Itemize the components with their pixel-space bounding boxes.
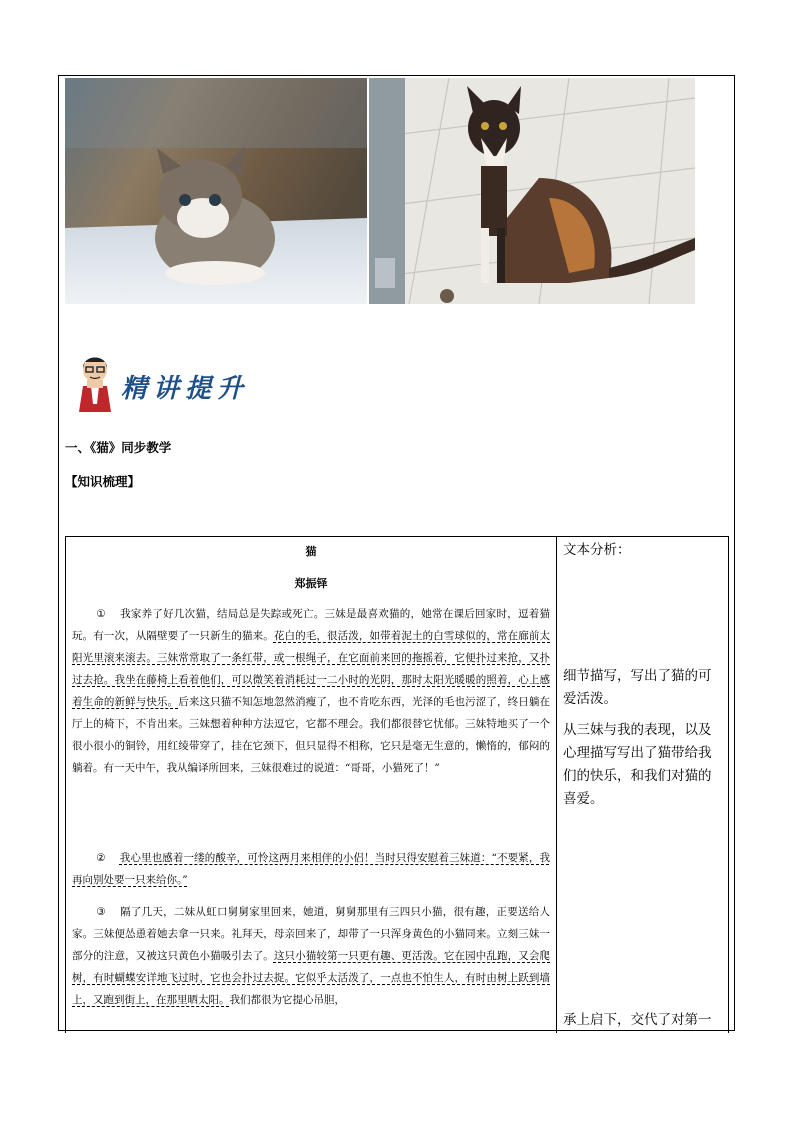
underlined-text: 这只小猫较第一只更有趣、更活泼。它在园中乱跑，又会爬树，有时蝴蝶安详地飞过时，它也会扑过去捉。它似乎太活泼了，一点也不怕生人，有时由树上跃到墙上，又跑到街上，在那里晒太阳。 bbox=[72, 950, 550, 1006]
paragraph-text: 我家养了好几次猫，结局总是失踪或死亡。三妹是最喜欢猫的，她常在课后回家时，逗着猫玩。有一次，从隔壁要了一只新生的猫来。 bbox=[72, 608, 550, 642]
article-paragraph-3 bbox=[72, 901, 550, 1011]
analysis-note-3: 承上启下，交代了对第一 bbox=[563, 1012, 712, 1028]
underlined-text: 花白的毛，很活泼，如带着泥土的白雪球似的，常在廊前太阳光里滚来滚去。三妹常常取了一条红带，或一根绳子，在它面前来回的拖摇着，它便扑过来抢，又扑过去抢。我坐在藤椅上看着他们，可以微笑着消耗过一二小时的光阴，那时太阳光暖暖的照着，心上感着生命的新鲜与快乐。 bbox=[72, 630, 550, 708]
article-paragraph-2 bbox=[72, 847, 550, 891]
analysis-table bbox=[65, 536, 729, 1033]
teacher-avatar-icon bbox=[77, 352, 113, 414]
page-frame bbox=[58, 75, 735, 1031]
analysis-note-2: 从三妹与我的表现，以及心理描写写出了猫带给我们的快乐，和我们对猫的喜爱。 bbox=[563, 722, 712, 807]
analysis-header: 文本分析： bbox=[563, 542, 631, 558]
article-author: 郑振铎 bbox=[294, 577, 328, 590]
article-title: 猫 bbox=[305, 545, 317, 558]
banner-title: 精讲提升 bbox=[121, 374, 250, 404]
paragraph-number: ② bbox=[96, 852, 106, 864]
paragraph-text: 后来这只猫不知怎地忽然消瘦了，也不肯吃东西，光泽的毛也污涩了，终日躺在厅上的椅下，不肯出来。三妹想着种种方法逗它，它都不理会。我们都很替它忧郁。三妹特地买了一个很小很小的铜铃，用红绫带穿了，挂在它颈下，但只显得不相称，它只是毫无生意的，懒惰的，郁闷的躺着。有一天中午，我从编译所回来，三妹很难过的说道：“哥哥，小猫死了！” bbox=[72, 696, 550, 774]
section-heading: 一、《猫》同步教学 bbox=[65, 440, 172, 455]
analysis-column bbox=[557, 537, 728, 1033]
kitten-photo bbox=[65, 78, 367, 304]
tortoiseshell-cat-photo bbox=[369, 78, 695, 304]
section-banner bbox=[77, 352, 250, 412]
underlined-text: 我心里也感着一缕的酸辛，可怜这两月来相伴的小侣！当时只得安慰着三妹道：“不要紧，我再向别处要一只来给你。” bbox=[72, 852, 550, 886]
paragraph-number: ③ bbox=[96, 906, 106, 918]
paragraph-text: 我们都很为它提心吊胆， bbox=[229, 994, 345, 1006]
section-subheading: 【知识梳理】 bbox=[65, 474, 141, 489]
paragraph-number: ① bbox=[96, 608, 106, 620]
article-column bbox=[66, 537, 557, 1033]
article-paragraph-1 bbox=[72, 603, 550, 779]
paragraph-text: 隔了几天，二妹从虹口舅舅家里回来，她道，舅舅那里有三四只小猫，很有趣，正要送给人家。三妹便怂恿着她去拿一只来。礼拜天，母亲回来了，却带了一只浑身黄色的小猫同来。立刻三妹一部分的注意，又被这只黄色小猫吸引去了。 bbox=[72, 906, 550, 962]
analysis-note-1: 细节描写，写出了猫的可爱活泼。 bbox=[563, 668, 712, 707]
